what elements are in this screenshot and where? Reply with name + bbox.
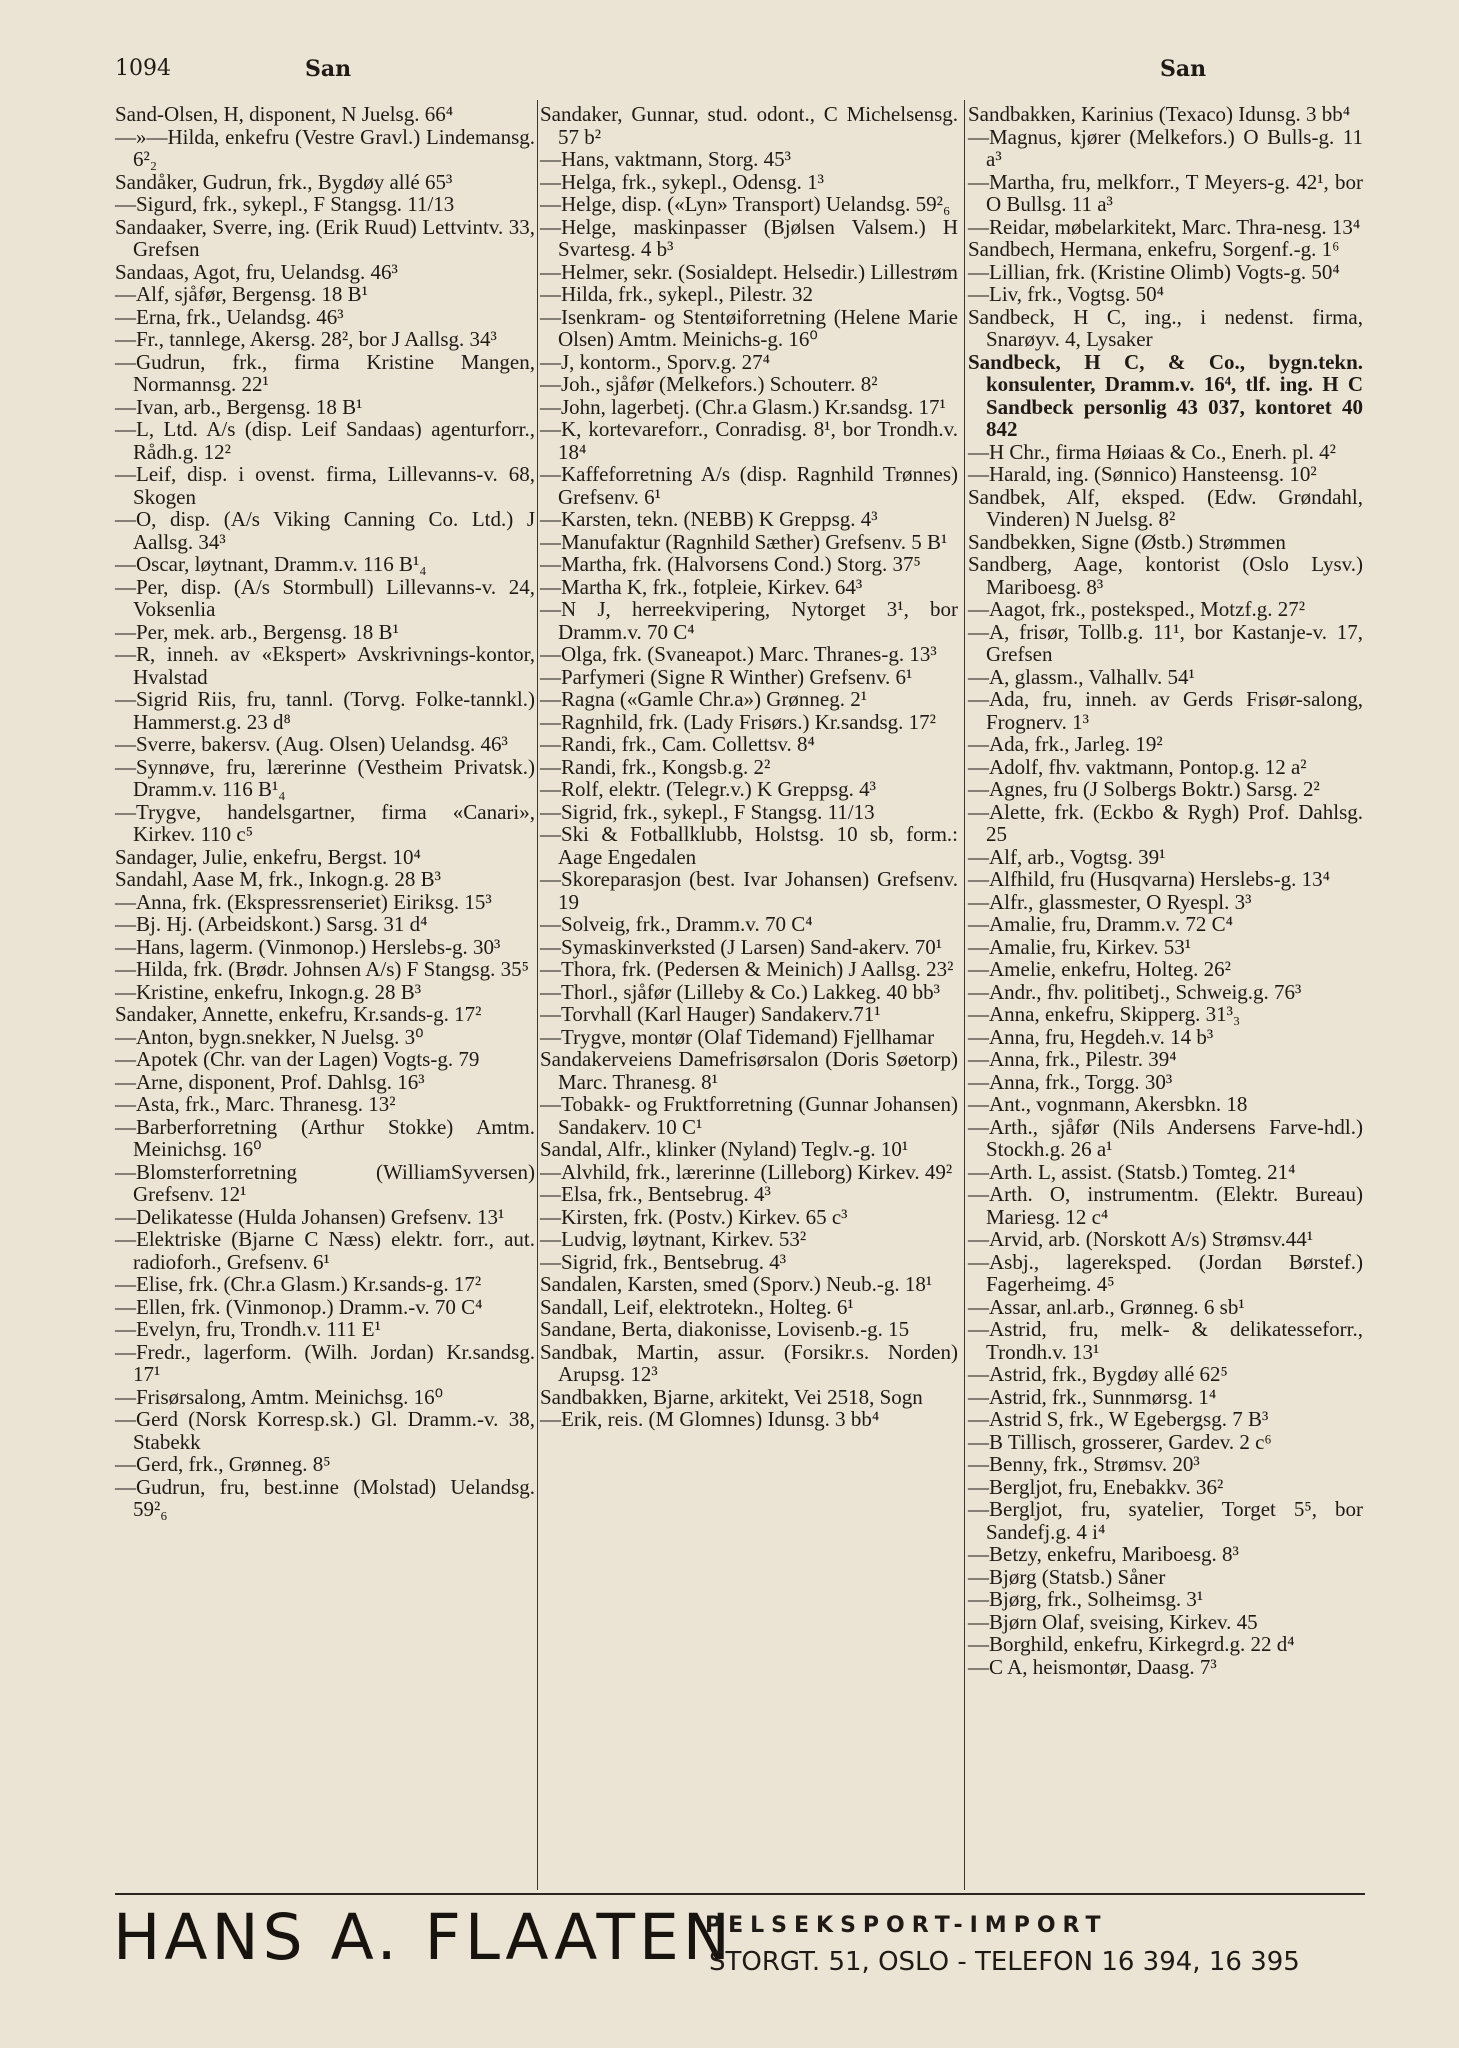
directory-entry: —Symaskinverksted (J Larsen) Sand-akerv. 70¹: [540, 934, 943, 959]
directory-entry: Sandbekken, Signe (Østb.) Strømmen: [968, 529, 1286, 554]
directory-entry: —Arth. L, assist. (Statsb.) Tomteg. 21⁴: [968, 1159, 1296, 1184]
directory-entry: —Alvhild, frk., lærerinne (Lilleborg) Kirkev. 49²: [540, 1159, 953, 1184]
directory-entry: —Randi, frk., Cam. Collettsv. 8⁴: [540, 732, 815, 756]
directory-entry: —Per, disp. (A/s Stormbull) Lillevanns-v. 24, Voksenlia: [115, 574, 535, 621]
directory-entry: —Ragnhild, frk. (Lady Frisørs.) Kr.sandsg. 17²: [540, 709, 936, 734]
directory-entry: —Helge, disp. («Lyn» Transport) Uelandsg. 59²₆: [540, 192, 951, 216]
directory-entry: —Anna, fru, Hegdeh.v. 14 b³: [968, 1024, 1214, 1049]
directory-entry: —Hilda, frk., sykepl., Pilestr. 32: [540, 282, 813, 306]
directory-entry: —Delikatesse (Hulda Johansen) Grefsenv. 13¹: [115, 1204, 505, 1229]
directory-entry: —Kirsten, frk. (Postv.) Kirkev. 65 c³: [540, 1204, 848, 1229]
directory-entry: —»—Hilda, enkefru (Vestre Gravl.) Lindemansg. 6²₂: [115, 124, 535, 171]
directory-entry: —Ant., vognmann, Akersbkn. 18: [968, 1092, 1248, 1116]
directory-entry: —Randi, frk., Kongsb.g. 2²: [540, 754, 771, 779]
directory-entry: —Olga, frk. (Svaneapot.) Marc. Thranes-g. 13³: [540, 642, 937, 666]
directory-entry: —Ellen, frk. (Vinmonop.) Dramm.-v. 70 C⁴: [115, 1294, 483, 1319]
directory-entry: —Lillian, frk. (Kristine Olimb) Vogts-g. 50⁴: [968, 259, 1340, 284]
right-running-head: San: [1160, 56, 1207, 82]
directory-entry: Sandall, Leif, elektrotekn., Holteg. 6¹: [540, 1294, 854, 1319]
directory-entry: —H Chr., firma Høiaas & Co., Enerh. pl. 4²: [968, 439, 1336, 464]
directory-entry: —Fr., tannlege, Akersg. 28², bor J Aallsg. 34³: [115, 327, 497, 351]
directory-entry: —Helmer, sekr. (Sosialdept. Helsedir.) Lillestrøm: [540, 259, 958, 284]
directory-entry: —Evelyn, fru, Trondh.v. 111 E¹: [115, 1317, 381, 1341]
directory-entry: —Arvid, arb. (Norskott A/s) Strømsv.44¹: [968, 1227, 1314, 1251]
directory-entry: —Bergljot, fru, syatelier, Torget 5⁵, bor Sandefj.g. 4 i⁴: [968, 1497, 1363, 1544]
directory-entry: —Erna, frk., Uelandsg. 46³: [115, 304, 344, 329]
column-3: [968, 103, 1363, 1678]
directory-entry: —John, lagerbetj. (Chr.a Glasm.) Kr.sandsg. 17¹: [540, 394, 946, 419]
directory-entry: —J, kontorm., Sporv.g. 27⁴: [540, 349, 770, 374]
directory-entry: —Adolf, fhv. vaktmann, Pontop.g. 12 a²: [968, 754, 1307, 779]
directory-entry: —Borghild, enkefru, Kirkegrd.g. 22 d⁴: [968, 1632, 1295, 1656]
advertisement-business: PELSEKSPORT-IMPORT: [705, 1913, 1108, 1938]
directory-entry: —Alf, arb., Vogtsg. 39¹: [968, 844, 1166, 869]
directory-entry: —Gerd (Norsk Korresp.sk.) Gl. Dramm.-v. 38, Stabekk: [115, 1407, 535, 1454]
directory-entry: —Oscar, løytnant, Dramm.v. 116 B¹₄: [115, 552, 427, 576]
directory-entry: Sandaker, Gunnar, stud. odont., C Michelsensg. 57 b²: [540, 102, 958, 149]
directory-entry: Sandaas, Agot, fru, Uelandsg. 46³: [115, 259, 398, 284]
directory-entry: —Sigurd, frk., sykepl., F Stangsg. 11/13: [115, 192, 455, 216]
directory-entry: —Alette, frk. (Eckbo & Rygh) Prof. Dahlsg. 25: [968, 799, 1363, 846]
directory-entry: —Apotek (Chr. van der Lagen) Vogts-g. 79: [115, 1047, 480, 1071]
directory-entry: —Bjørg (Statsb.) Såner: [968, 1564, 1166, 1589]
directory-entry: —Trygve, montør (Olaf Tidemand) Fjellhamar: [540, 1024, 935, 1049]
directory-entry: —Anna, frk., Pilestr. 39⁴: [968, 1047, 1177, 1071]
directory-entry: —Ada, fru, inneh. av Gerds Frisør-salong, Frognerv. 1³: [968, 687, 1363, 734]
directory-entry: Sandalen, Karsten, smed (Sporv.) Neub.-g. 18¹: [540, 1272, 933, 1296]
advertisement: [113, 1901, 1368, 1985]
directory-entry: Sandahl, Aase M, frk., Inkogn.g. 28 B³: [115, 867, 441, 891]
footer-rule: [115, 1893, 1365, 1895]
directory-entry: Sandberg, Aage, kontorist (Oslo Lysv.) Mariboesg. 8³: [968, 552, 1363, 599]
directory-entry: —Martha K, frk., fotpleie, Kirkev. 64³: [540, 574, 863, 599]
directory-entry: —Thorl., sjåfør (Lilleby & Co.) Lakkeg. 40 bb³: [540, 979, 940, 1004]
directory-entry: —Frisørsalong, Amtm. Meinichsg. 16⁰: [115, 1384, 444, 1409]
directory-entry: —Betzy, enkefru, Mariboesg. 8³: [968, 1542, 1239, 1566]
directory-entry: —Martha, fru, melkforr., T Meyers-g. 42¹, bor O Bullsg. 11 a³: [968, 169, 1363, 216]
directory-entry: Sandaaker, Sverre, ing. (Erik Ruud) Lettvintv. 33, Grefsen: [115, 214, 535, 261]
page-header: [115, 56, 1360, 92]
directory-entry: —Thora, frk. (Pedersen & Meinich) J Aallsg. 23²: [540, 957, 954, 981]
directory-entry: —Alf, sjåfør, Bergensg. 18 B¹: [115, 282, 368, 306]
directory-entry: Sandbech, Hermana, enkefru, Sorgenf.-g. 1⁶: [968, 237, 1340, 261]
directory-entry: —Amalie, fru, Kirkev. 53¹: [968, 934, 1192, 959]
directory-entry: —Manufaktur (Ragnhild Sæther) Grefsenv. 5 B¹: [540, 529, 948, 554]
column-divider: [964, 100, 965, 1890]
directory-entry: —N J, herreekvipering, Nytorget 3¹, bor Dramm.v. 70 C⁴: [540, 597, 958, 644]
directory-entry: —Erik, reis. (M Glomnes) Idunsg. 3 bb⁴: [540, 1407, 880, 1431]
directory-entry: —Per, mek. arb., Bergensg. 18 B¹: [115, 619, 399, 644]
directory-entry: —Bjørn Olaf, sveising, Kirkev. 45: [968, 1609, 1258, 1634]
directory-entry: —Leif, disp. i ovenst. firma, Lillevanns-v. 68, Skogen: [115, 462, 535, 509]
directory-entry: —Sigrid Riis, fru, tannl. (Torvg. Folke-tannkl.) Hammerst.g. 23 d⁸: [115, 687, 535, 734]
directory-entry: —Tobakk- og Fruktforretning (Gunnar Johansen) Sandakerv. 10 C¹: [540, 1092, 958, 1139]
directory-entry: —Isenkram- og Stentøiforretning (Helene Marie Olsen) Amtm. Meinichs-g. 16⁰: [540, 304, 958, 351]
directory-entry: —Torvhall (Karl Hauger) Sandakerv.71¹: [540, 1002, 881, 1026]
directory-entry: —C A, heismontør, Daasg. 7³: [968, 1654, 1217, 1679]
directory-entry: —Elise, frk. (Chr.a Glasm.) Kr.sands-g. 17²: [115, 1272, 482, 1296]
directory-entry: —Astrid, frk., Bygdøy allé 62⁵: [968, 1362, 1228, 1386]
directory-entry: —Blomsterforretning (WilliamSyversen) Grefsenv. 12¹: [115, 1159, 535, 1206]
directory-entry: —Arth. O, instrumentm. (Elektr. Bureau) Mariesg. 12 c⁴: [968, 1182, 1363, 1229]
directory-entry: —L, Ltd. A/s (disp. Leif Sandaas) agenturforr., Rådh.g. 12²: [115, 417, 535, 464]
directory-entry: —Astrid, frk., Sunnmørsg. 1⁴: [968, 1384, 1217, 1409]
directory-entry: —Hans, lagerm. (Vinmonop.) Herslebs-g. 30³: [115, 934, 501, 959]
directory-entry: —Astrid S, frk., W Egebergsg. 7 B³: [968, 1407, 1269, 1431]
directory-entry: —Parfymeri (Signe R Winther) Grefsenv. 6¹: [540, 664, 913, 689]
directory-entry: —Trygve, handelsgartner, firma «Canari», Kirkev. 110 c⁵: [115, 799, 535, 846]
directory-entry: —Harald, ing. (Sønnico) Hansteensg. 10²: [968, 462, 1317, 486]
directory-entry: —Ludvig, løytnant, Kirkev. 53²: [540, 1227, 807, 1251]
directory-entry: —Synnøve, fru, lærerinne (Vestheim Privatsk.) Dramm.v. 116 B¹₄: [115, 754, 535, 801]
directory-entry: —Anton, bygn.snekker, N Juelsg. 3⁰: [115, 1024, 424, 1049]
directory-entry: —Barberforretning (Arthur Stokke) Amtm. Meinichsg. 16⁰: [115, 1114, 535, 1161]
directory-entry: —Andr., fhv. politibetj., Schweig.g. 76³: [968, 979, 1302, 1004]
directory-entry: —Agnes, fru (J Solbergs Boktr.) Sarsg. 2²: [968, 777, 1320, 801]
directory-entry: —Arne, disponent, Prof. Dahlsg. 16³: [115, 1069, 425, 1094]
directory-entry: —Asta, frk., Marc. Thranesg. 13²: [115, 1092, 396, 1116]
directory-entry: Sandager, Julie, enkefru, Bergst. 10⁴: [115, 844, 421, 869]
directory-entry: —Bjørg, frk., Solheimsg. 3¹: [968, 1587, 1204, 1611]
directory-entry: —R, inneh. av «Ekspert» Avskrivnings-kontor, Hvalstad: [115, 642, 535, 689]
directory-entry: Sandakerveiens Damefrisørsalon (Doris Søetorp) Marc. Thranesg. 8¹: [540, 1047, 958, 1094]
page-number: 1094: [115, 56, 171, 81]
directory-entry: —Bergljot, fru, Enebakkv. 36²: [968, 1474, 1224, 1499]
directory-entry: —Sigrid, frk., Bentsebrug. 4³: [540, 1249, 787, 1274]
directory-entry: —Bj. Hj. (Arbeidskont.) Sarsg. 31 d⁴: [115, 912, 428, 936]
directory-entry: —Hilda, frk. (Brødr. Johnsen A/s) F Stangsg. 35⁵: [115, 957, 529, 981]
directory-entry: —Gerd, frk., Grønneg. 8⁵: [115, 1452, 331, 1476]
directory-entry: —Amalie, fru, Dramm.v. 72 C⁴: [968, 912, 1233, 936]
directory-entry: —Alfhild, fru (Husqvarna) Herslebs-g. 13⁴: [968, 867, 1330, 891]
directory-entry: —Liv, frk., Vogtsg. 50⁴: [968, 282, 1164, 306]
directory-entry: —Helga, frk., sykepl., Odensg. 1³: [540, 169, 824, 194]
directory-entry: Sandaker, Annette, enkefru, Kr.sands-g. 17²: [115, 1002, 482, 1026]
column-2: [540, 103, 958, 1431]
directory-entry: Sandane, Berta, diakonisse, Lovisenb.-g. 15: [540, 1317, 910, 1341]
directory-entry: —Assar, anl.arb., Grønneg. 6 sb¹: [968, 1294, 1245, 1319]
directory-entry: —Anna, frk. (Ekspressrenseriet) Eiriksg. 15³: [115, 889, 492, 914]
advertisement-address: STORGT. 51, OSLO - TELEFON 16 394, 16 395: [709, 1947, 1300, 1977]
directory-entry: —B Tillisch, grosserer, Gardev. 2 c⁶: [968, 1429, 1272, 1454]
directory-entry: Sandbakken, Bjarne, arkitekt, Vei 2518, Sogn: [540, 1384, 923, 1409]
directory-entry: —Anna, frk., Torgg. 30³: [968, 1069, 1173, 1094]
directory-entry: Sandbeck, H C, ing., i nedenst. firma, Snarøyv. 4, Lysaker: [968, 304, 1363, 351]
directory-entry: —Joh., sjåfør (Melkefors.) Schouterr. 8²: [540, 372, 878, 396]
directory-entry: Sandbek, Alf, eksped. (Edw. Grøndahl, Vinderen) N Juelsg. 8²: [968, 484, 1363, 531]
directory-entry: —Magnus, kjører (Melkefors.) O Bulls-g. 11 a³: [968, 124, 1363, 171]
directory-entry: Sandbeck, H C, & Co., bygn.tekn. konsulenter, Dramm.v. 16⁴, tlf. ing. H C Sandbeck personlig 43 037, kontoret 40 842: [968, 349, 1363, 441]
directory-entry: —Asbj., lagereksped. (Jordan Børstef.) Fagerheimg. 4⁵: [968, 1249, 1363, 1296]
directory-entry: —Kristine, enkefru, Inkogn.g. 28 B³: [115, 979, 422, 1004]
directory-entry: —Astrid, fru, melk- & delikatesseforr., Trondh.v. 13¹: [968, 1317, 1363, 1364]
directory-entry: —Solveig, frk., Dramm.v. 70 C⁴: [540, 912, 813, 936]
directory-entry: —Aagot, frk., posteksped., Motzf.g. 27²: [968, 597, 1305, 621]
directory-entry: Sandbak, Martin, assur. (Forsikr.s. Norden) Arupsg. 12³: [540, 1339, 958, 1386]
directory-entry: —O, disp. (A/s Viking Canning Co. Ltd.) J Aallsg. 34³: [115, 507, 535, 554]
directory-entry: —Fredr., lagerform. (Wilh. Jordan) Kr.sandsg. 17¹: [115, 1339, 535, 1386]
directory-entry: —Gudrun, frk., firma Kristine Mangen, Normannsg. 22¹: [115, 349, 535, 396]
directory-entry: —Anna, enkefru, Skipperg. 31³₃: [968, 1002, 1241, 1026]
directory-entry: —Ragna («Gamle Chr.a») Grønneg. 2¹: [540, 687, 868, 711]
column-divider: [537, 100, 538, 1890]
directory-entry: —Reidar, møbelarkitekt, Marc. Thra-nesg. 13⁴: [968, 214, 1361, 239]
directory-entry: —Sigrid, frk., sykepl., F Stangsg. 11/13: [540, 799, 875, 824]
directory-entry: —Gudrun, fru, best.inne (Molstad) Uelandsg. 59²₆: [115, 1474, 535, 1521]
directory-entry: —Alfr., glassmester, O Ryespl. 3³: [968, 889, 1252, 914]
directory-entry: —Skoreparasjon (best. Ivar Johansen) Grefsenv. 19: [540, 867, 958, 914]
directory-entry: —Ski & Fotballklubb, Holstsg. 10 sb, form.: Aage Engedalen: [540, 822, 958, 869]
directory-entry: —K, kortevareforr., Conradisg. 8¹, bor Trondh.v. 18⁴: [540, 417, 958, 464]
column-1: [115, 103, 535, 1521]
directory-entry: —Sverre, bakersv. (Aug. Olsen) Uelandsg. 46³: [115, 732, 508, 756]
directory-entry: —Hans, vaktmann, Storg. 45³: [540, 147, 791, 171]
directory-entry: —Ada, frk., Jarleg. 19²: [968, 732, 1163, 756]
directory-entry: —Arth., sjåfør (Nils Andersens Farve-hdl.) Stockh.g. 26 a¹: [968, 1114, 1363, 1161]
left-running-head: San: [305, 56, 352, 82]
directory-entry: Sandal, Alfr., klinker (Nyland) Teglv.-g. 10¹: [540, 1137, 909, 1161]
directory-entry: —A, frisør, Tollb.g. 11¹, bor Kastanje-v. 17, Grefsen: [968, 619, 1363, 666]
directory-entry: Sandbakken, Karinius (Texaco) Idunsg. 3 bb⁴: [968, 102, 1351, 126]
directory-entry: —Martha, frk. (Halvorsens Cond.) Storg. 37⁵: [540, 552, 921, 576]
directory-entry: Sandåker, Gudrun, frk., Bygdøy allé 65³: [115, 169, 453, 194]
directory-entry: Sand-Olsen, H, disponent, N Juelsg. 66⁴: [115, 102, 454, 126]
directory-entry: —Amelie, enkefru, Holteg. 26²: [968, 957, 1231, 981]
directory-entry: —Elektriske (Bjarne C Næss) elektr. forr., aut. radioforh., Grefsenv. 6¹: [115, 1227, 535, 1274]
directory-entry: —Elsa, frk., Bentsebrug. 4³: [540, 1182, 771, 1206]
directory-entry: —Kaffeforretning A/s (disp. Ragnhild Trønnes) Grefsenv. 6¹: [540, 462, 958, 509]
directory-entry: —Rolf, elektr. (Telegr.v.) K Greppsg. 4³: [540, 777, 876, 801]
directory-entry: —Ivan, arb., Bergensg. 18 B¹: [115, 394, 363, 419]
directory-entry: —A, glassm., Valhallv. 54¹: [968, 664, 1195, 689]
advertiser-name: HANS A. FLAATEN: [113, 1901, 734, 1974]
directory-entry: —Helge, maskinpasser (Bjølsen Valsem.) H Svartesg. 4 b³: [540, 214, 958, 261]
directory-entry: —Karsten, tekn. (NEBB) K Greppsg. 4³: [540, 507, 878, 531]
directory-entry: —Benny, frk., Strømsv. 20³: [968, 1452, 1200, 1476]
